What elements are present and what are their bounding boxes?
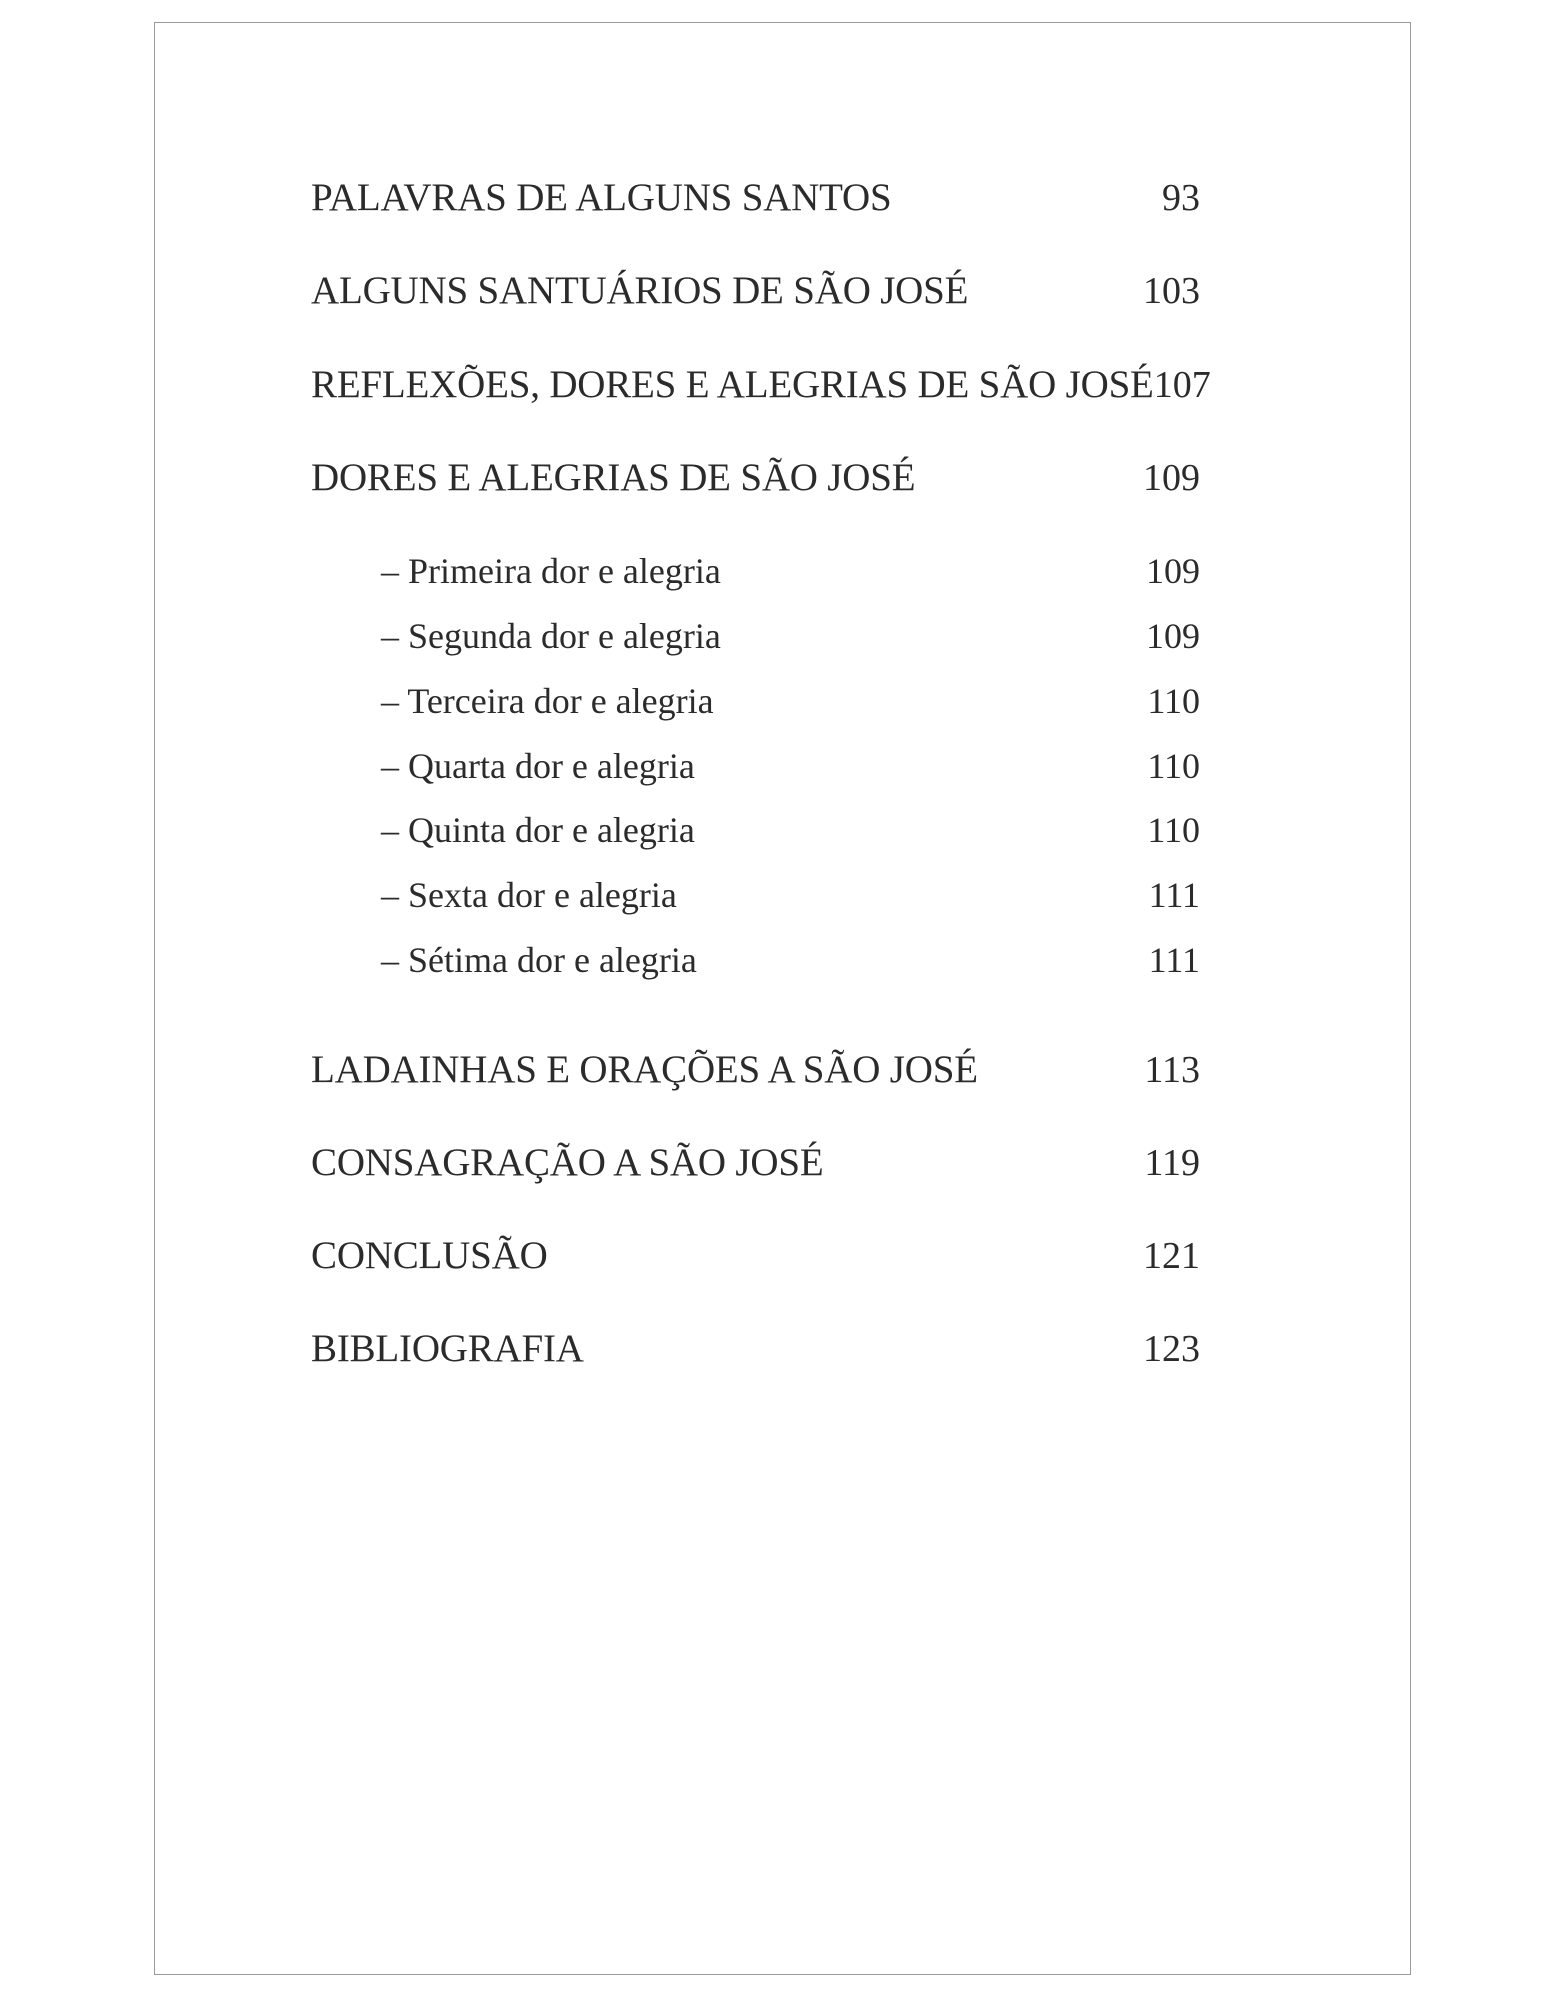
toc-entry[interactable] — [311, 168, 1200, 228]
toc-subentry[interactable] — [311, 930, 1200, 990]
toc-subentry-title: – Sétima dor e alegria — [381, 940, 697, 980]
toc-subentry-page: 110 — [1147, 746, 1200, 786]
toc-entry-title: LADAINHAS E ORAÇÕES A SÃO JOSÉ — [311, 1048, 978, 1091]
toc-subentry[interactable] — [311, 800, 1200, 860]
toc-subentry-title: – Segunda dor e alegria — [381, 616, 721, 656]
toc-entry-page: 119 — [1144, 1142, 1200, 1184]
toc-entry-page: 93 — [1162, 177, 1200, 219]
toc-subentry-page: 109 — [1146, 616, 1200, 656]
toc-entry-page: 103 — [1143, 270, 1200, 312]
toc-entry-page: 121 — [1143, 1235, 1200, 1277]
toc-entry[interactable] — [311, 448, 1200, 508]
toc-subentry-title: – Primeira dor e alegria — [381, 551, 721, 591]
toc-entry-title: CONSAGRAÇÃO A SÃO JOSÉ — [311, 1141, 824, 1184]
toc-subentry-title: – Quarta dor e alegria — [381, 746, 695, 786]
toc-entry[interactable] — [311, 1133, 1200, 1193]
toc-subentry-page: 111 — [1148, 875, 1200, 915]
toc-entry-title: BIBLIOGRAFIA — [311, 1327, 584, 1370]
toc-entry-title: DORES E ALEGRIAS DE SÃO JOSÉ — [311, 456, 916, 499]
table-of-contents — [311, 0, 1211, 2000]
toc-subentry-title: – Quinta dor e alegria — [381, 810, 695, 850]
toc-subentry-title: – Sexta dor e alegria — [381, 875, 677, 915]
toc-subentry[interactable] — [311, 865, 1200, 925]
toc-subentry[interactable] — [311, 671, 1200, 731]
toc-entry[interactable] — [311, 355, 1211, 415]
toc-subentry[interactable] — [311, 736, 1200, 796]
toc-subentry-page: 110 — [1147, 681, 1200, 721]
toc-entry[interactable] — [311, 1040, 1200, 1100]
toc-entry[interactable] — [311, 261, 1200, 321]
toc-entry-title: PALAVRAS DE ALGUNS SANTOS — [311, 176, 892, 219]
toc-entry-title: REFLEXÕES, DORES E ALEGRIAS DE SÃO JOSÉ — [311, 363, 1154, 406]
toc-subentry-page: 111 — [1148, 940, 1200, 980]
toc-entry-page: 107 — [1153, 364, 1211, 406]
toc-entry-page: 113 — [1144, 1049, 1200, 1091]
toc-entry-page: 123 — [1143, 1328, 1200, 1370]
toc-entry-title: CONCLUSÃO — [311, 1234, 548, 1277]
toc-entry[interactable] — [311, 1226, 1200, 1286]
toc-subentry-page: 109 — [1146, 551, 1200, 591]
toc-entry[interactable] — [311, 1319, 1200, 1379]
toc-subentry[interactable] — [311, 541, 1200, 601]
toc-subentry[interactable] — [311, 606, 1200, 666]
toc-entry-page: 109 — [1143, 457, 1200, 499]
toc-subentry-title: – Terceira dor e alegria — [381, 681, 714, 721]
toc-subentry-page: 110 — [1147, 810, 1200, 850]
toc-entry-title: ALGUNS SANTUÁRIOS DE SÃO JOSÉ — [311, 269, 969, 312]
